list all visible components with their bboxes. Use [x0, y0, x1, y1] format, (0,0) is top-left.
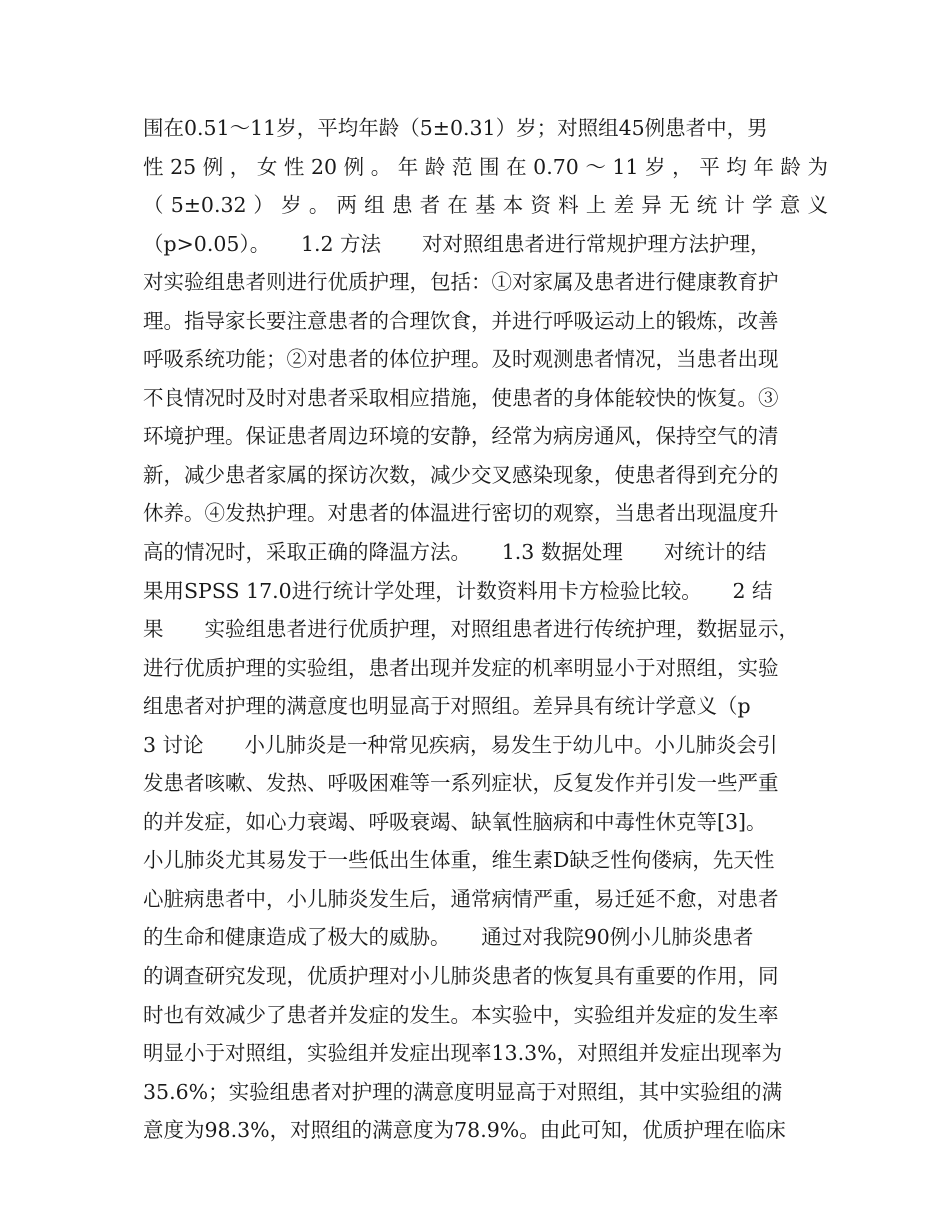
text-line-26: 35.6%；实验组患者对护理的满意度明显高于对照组，其中实验组的满	[143, 1079, 783, 1104]
text-line-14: 果 实验组患者进行优质护理，对照组患者进行传统护理，数据显示，	[143, 617, 799, 642]
text-line-27: 意度为98.3%，对照组的满意度为78.9%。由此可知，优质护理在临床	[143, 1118, 786, 1143]
text-line-21: 心脏病患者中，小儿肺炎发生后，通常病情严重，易迁延不愈，对患者	[143, 886, 779, 911]
text-line-1: 围在0.51～11岁，平均年龄（5±0.31）岁；对照组45例患者中，男	[143, 116, 768, 140]
text-line-18: 发患者咳嗽、发热、呼吸困难等一系列症状，反复发作并引发一些严重	[143, 771, 779, 796]
text-line-2: 性 25 例 ， 女 性 20 例 。 年 龄 范 围 在 0.70 ～ 11 岁 ， 平 均 年 龄 为	[143, 154, 828, 179]
text-line-9: 环境护理。保证患者周边环境的安静，经常为病房通风，保持空气的清	[143, 424, 779, 449]
text-line-7: 呼吸系统功能；②对患者的体位护理。及时观测患者情况，当患者出现	[143, 347, 779, 372]
text-line-19: 的并发症，如心力衰竭、呼吸衰竭、缺氧性脑病和中毒性休克等[3]。	[143, 809, 767, 834]
text-line-6: 理。指导家长要注意患者的合理饮食，并进行呼吸运动上的锻炼，改善	[143, 308, 779, 333]
document-body	[143, 109, 828, 1150]
text-line-4: （p>0.05）。 1.2 方法 对对照组患者进行常规护理方法护理，	[143, 231, 771, 256]
text-line-22: 的生命和健康造成了极大的威胁。 通过对我院90例小儿肺炎患者	[143, 925, 754, 950]
text-line-25: 明显小于对照组，实验组并发症出现率13.3%，对照组并发症出现率为	[143, 1041, 783, 1066]
text-line-12: 高的情况时，采取正确的降温方法。 1.3 数据处理 对统计的结	[143, 540, 767, 565]
text-line-23: 的调查研究发现，优质护理对小儿肺炎患者的恢复具有重要的作用，同	[143, 964, 779, 989]
text-line-3: （ 5±0.32 ） 岁 。 两 组 患 者 在 基 本 资 料 上 差 异 无 统 计 学 意 义	[143, 193, 828, 218]
text-line-16: 组患者对护理的满意度也明显高于对照组。差异具有统计学意义（p	[143, 694, 751, 719]
text-line-5: 对实验组患者则进行优质护理，包括：①对家属及患者进行健康教育护	[143, 270, 779, 295]
text-line-13: 果用SPSS 17.0进行统计学处理，计数资料用卡方检验比较。 2 结	[143, 578, 773, 603]
text-line-11: 休养。④发热护理。对患者的体温进行密切的观察，当患者出现温度升	[143, 501, 779, 526]
text-line-17: 3 讨论 小儿肺炎是一种常见疾病，易发生于幼儿中。小儿肺炎会引	[143, 732, 778, 757]
text-line-15: 进行优质护理的实验组，患者出现并发症的机率明显小于对照组，实验	[143, 655, 779, 680]
text-line-10: 新，减少患者家属的探访次数，减少交叉感染现象，使患者得到充分的	[143, 462, 779, 487]
text-line-24: 时也有效减少了患者并发症的发生。本实验中，实验组并发症的发生率	[143, 1002, 779, 1027]
text-line-8: 不良情况时及时对患者采取相应措施，使患者的身体能较快的恢复。③	[143, 385, 779, 410]
text-line-20: 小儿肺炎尤其易发于一些低出生体重，维生素D缺乏性佝偻病，先天性	[143, 848, 775, 873]
